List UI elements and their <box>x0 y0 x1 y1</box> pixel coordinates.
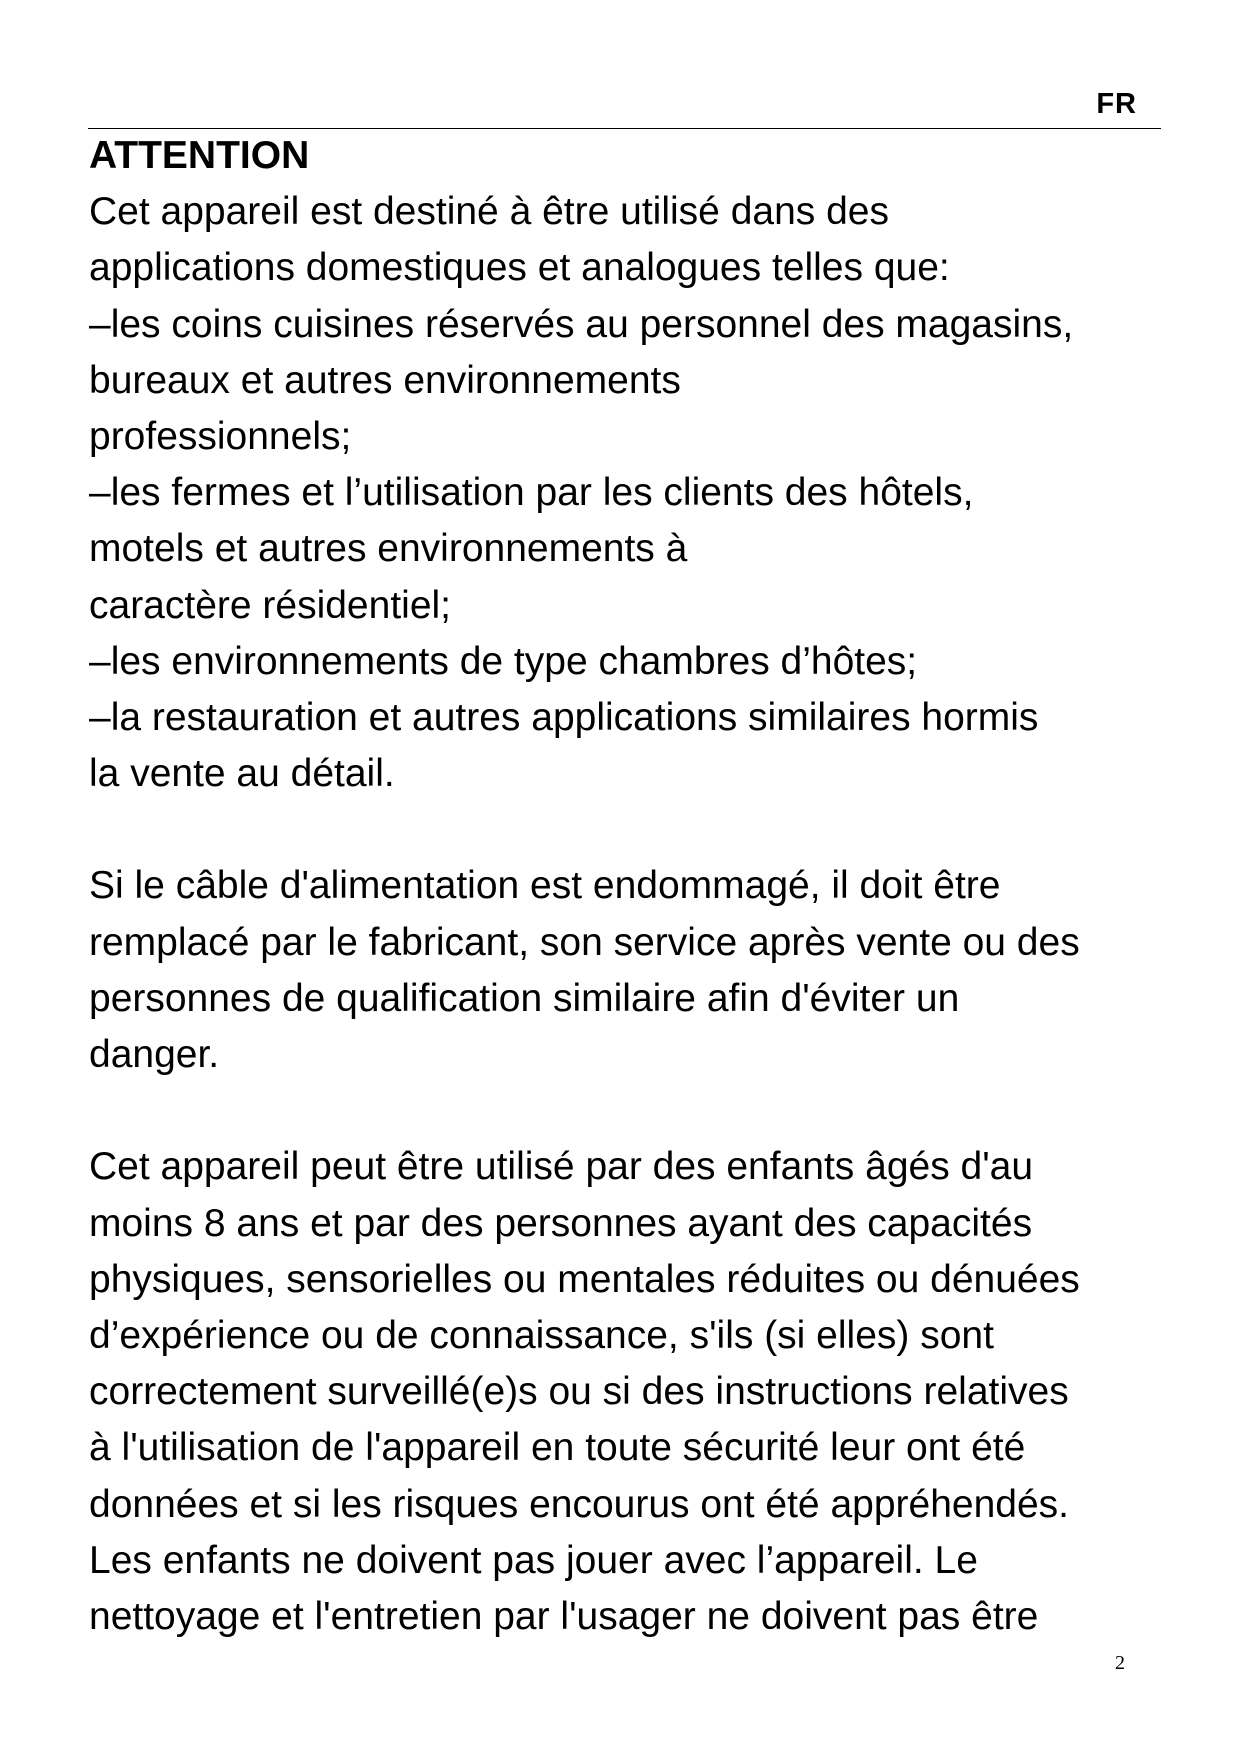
text-line: personnes de qualification similaire afin d'éviter un <box>89 976 960 1020</box>
text-line: nettoyage et l'entretien par l'usager ne doivent pas être <box>89 1594 1039 1638</box>
text-line: motels et autres environnements à <box>89 527 688 571</box>
text-line: à l'utilisation de l'appareil en toute sécurité leur ont été <box>89 1426 1026 1470</box>
section-heading: ATTENTION <box>89 134 310 177</box>
text-line: –les fermes et l’utilisation par les clients des hôtels, <box>89 471 974 515</box>
text-line: applications domestiques et analogues telles que: <box>89 246 950 290</box>
text-line: remplacé par le fabricant, son service après vente ou des <box>89 920 1080 964</box>
page-number: 2 <box>1115 1652 1125 1674</box>
paragraph-power-cable <box>89 858 1169 1083</box>
text-line: professionnels; <box>89 414 352 458</box>
text-line: Les enfants ne doivent pas jouer avec l’appareil. Le <box>89 1538 978 1582</box>
paragraph-spacer <box>89 802 1169 858</box>
paragraph-children-safety <box>89 1139 1169 1645</box>
text-line: d’expérience ou de connaissance, s'ils (si elles) sont <box>89 1313 994 1357</box>
text-line: physiques, sensorielles ou mentales réduites ou dénuées <box>89 1257 1080 1301</box>
text-line: danger. <box>89 1033 220 1076</box>
paragraph-usage-scope <box>89 184 1169 802</box>
text-line: correctement surveillé(e)s ou si des instructions relatives <box>89 1370 1069 1414</box>
text-line: la vente au détail. <box>89 752 395 796</box>
text-line: moins 8 ans et par des personnes ayant des capacités <box>89 1201 1033 1245</box>
text-line: –les environnements de type chambres d’hôtes; <box>89 639 918 683</box>
text-line: –la restauration et autres applications similaires hormis <box>89 695 1039 739</box>
text-line: données et si les risques encourus ont été appréhendés. <box>89 1482 1069 1526</box>
text-line: bureaux et autres environnements <box>89 358 681 402</box>
text-line: Si le câble d'alimentation est endommagé, il doit être <box>89 864 1001 908</box>
text-line: Cet appareil peut être utilisé par des enfants âgés d'au <box>89 1145 1034 1189</box>
text-line: Cet appareil est destiné à être utilisé dans des <box>89 190 889 234</box>
text-line: –les coins cuisines réservés au personnel des magasins, <box>89 302 1074 346</box>
language-label: FR <box>1096 88 1137 120</box>
text-line: caractère résidentiel; <box>89 583 452 627</box>
page-content <box>89 128 1169 1645</box>
paragraph-spacer <box>89 1083 1169 1139</box>
